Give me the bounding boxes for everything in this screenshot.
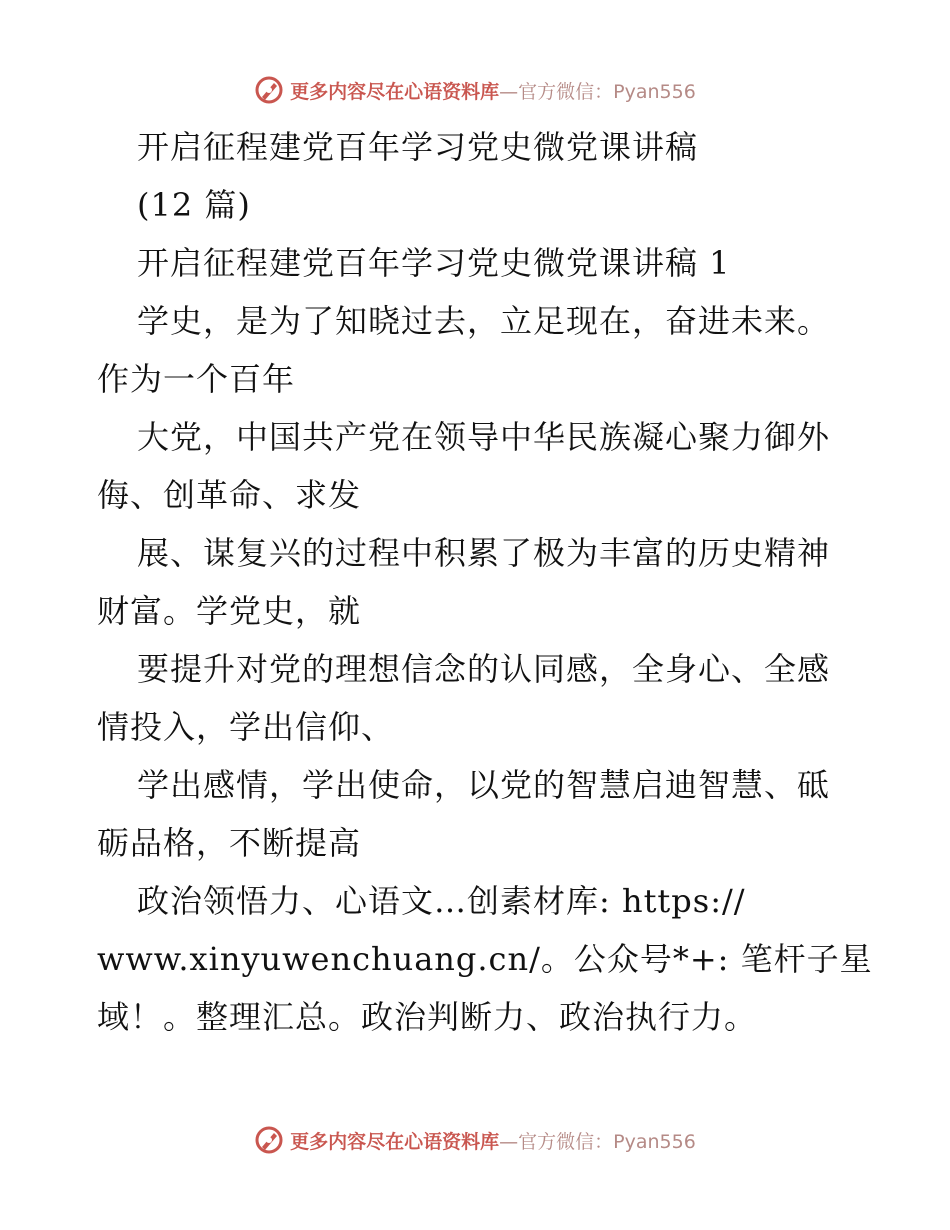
doc-title-line-1: 开启征程建党百年学习党史微党课讲稿 [137, 128, 699, 166]
header-banner-lead: 更多内容尽在心语资料库 [290, 80, 500, 103]
header-banner [0, 70, 950, 110]
doc-title-line-2: (12 篇) [137, 186, 251, 224]
doc-paragraph-line: 大党，中国共产党在领导中华民族凝心聚力御外 [137, 418, 831, 456]
seal-pen-logo-icon [254, 75, 284, 105]
doc-section-heading: 开启征程建党百年学习党史微党课讲稿 1 [137, 244, 731, 282]
header-banner-text [290, 77, 696, 104]
doc-paragraph-line: 财富。学党史，就 [97, 592, 362, 630]
footer-banner [0, 1120, 950, 1160]
document-body [97, 118, 873, 1046]
doc-paragraph-line: 砺品格，不断提高 [97, 824, 362, 862]
doc-paragraph-line: 域！。整理汇总。政治判断力、政治执行力。 [97, 998, 758, 1036]
footer-banner-text [290, 1127, 696, 1154]
doc-paragraph-line: 作为一个百年 [97, 360, 296, 398]
doc-paragraph-line: 学出感情，学出使命，以党的智慧启迪智慧、砥 [137, 766, 831, 804]
doc-paragraph-line: 政治领悟力、心语文…创素材库: https:// [137, 882, 746, 920]
doc-paragraph-line: www.xinyuwenchuang.cn/。公众号*+: 笔杆子星 [97, 940, 873, 978]
doc-paragraph-line: 侮、创革命、求发 [97, 476, 362, 514]
seal-pen-logo-icon [254, 1125, 284, 1155]
doc-paragraph-line: 展、谋复兴的过程中积累了极为丰富的历史精神 [137, 534, 831, 572]
doc-paragraph-line: 要提升对党的理想信念的认同感，全身心、全感 [137, 650, 831, 688]
doc-paragraph-line: 学史，是为了知晓过去，立足现在，奋进未来。 [137, 302, 831, 340]
header-banner-rest: —官方微信：Pyan556 [499, 80, 696, 103]
doc-paragraph-line: 情投入，学出信仰、 [97, 708, 395, 746]
footer-banner-rest: —官方微信：Pyan556 [499, 1130, 696, 1153]
footer-banner-lead: 更多内容尽在心语资料库 [290, 1130, 500, 1153]
